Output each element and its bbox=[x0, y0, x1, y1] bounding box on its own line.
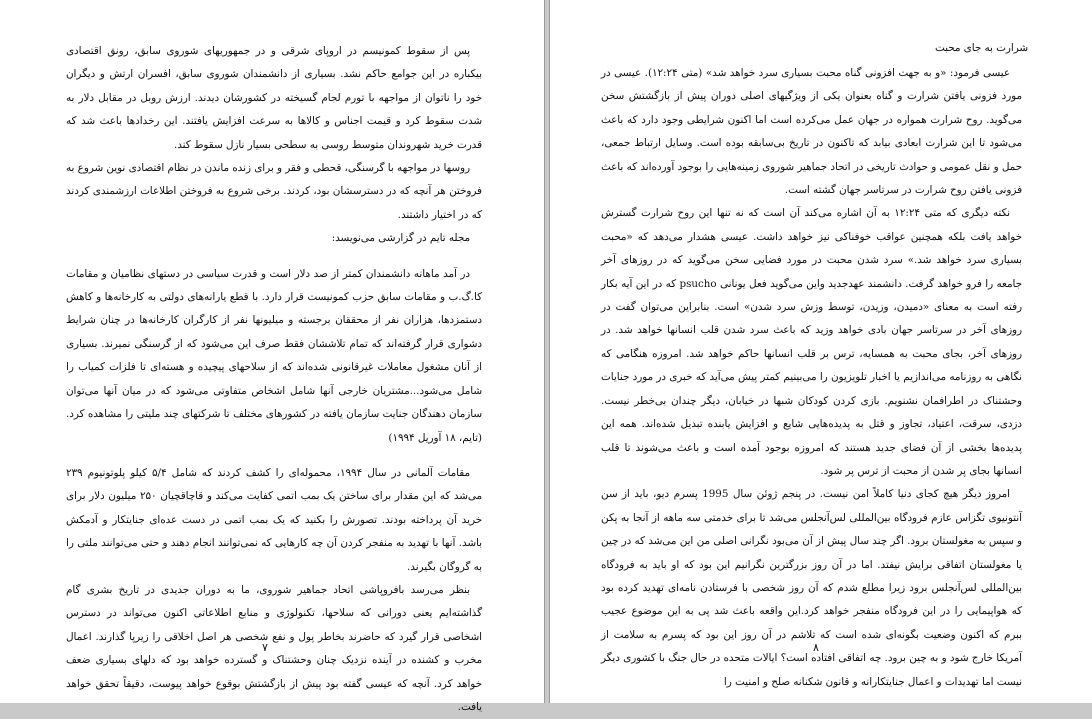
paragraph: مقامات آلمانی در سال ۱۹۹۴، محموله‌ای را کشف کردند که شامل ۵/۴ کیلو پلوتونیوم ۲۳۹ می‌شد که این مقدار برای ساختن یک بمب اتمی کفایت می‌کند و قاچاقچیان ۲۵۰ میلیون دلار برای خرید آن پرداخته بودند. تصورش را بکنید که یک بمب اتمی در دست عده‌ای جنایتکار و آدمکش باشد. آنها با تهدید به منفجر کردن آن چه کارهایی که نمی‌توانند انجام دهند و حتی می‌توانند ملتی را به گروگان بگیرند. bbox=[66, 466, 482, 573]
block-quote: در آمد ماهانه دانشمندان کمتر از صد دلار است و قدرت سیاسی در دستهای نظامیان و مقامات کا.گ.ب و مقامات سابق حزب کمونیست قرار دارد. با قطع یارانه‌های دولتی به کارخانه‌ها و کاهش دستمزدها، هزاران نفر از محققان برجسته و میلیونها نفر از کارگران کارخانه‌ها در چنان شرایط دشواری قرار گرفته‌اند که تمام تلاششان فقط صرف این می‌شود که از گرسنگی نمیرند. بسیاری از آنان مشغول معاملات غیرقانونی شده‌اند که از سلاحهای پیچیده و هسته‌ای تا فلزات کمیاب را شامل می‌شود...مشتریان خارجی آنها شامل اشخاص متفاوتی می‌شود که در میان آنها می‌توان سازمان دهندگان جنایت سازمان یافته در کشورهای مختلف تا شرکتهای چند ملیتی را مشاهده کرد. (تایم، ۱۸ آوریل ۱۹۹۴) bbox=[66, 267, 482, 444]
left-page-body bbox=[66, 40, 482, 719]
paragraph: پس از سقوط کمونیسم در اروپای شرقی و در جمهوریهای شوروی سابق، رونق اقتصادی بیکباره در این جوامع حاکم نشد. بسیاری از دانشمندان شوروی سابق، افسران ارتش و دیگران خود را ناتوان از مواجهه با تورم لجام گسیخته در کشورشان دیدند. ارزش روبل در مقابل دلار به شدت سقوط کرد و قیمت اجناس و کالاها به سرعت افزایش یافتند. این رخدادها باعث شد که قدرت خرید شهروندان متوسط روسی به سطحی بسیار نازل سقوط کند. bbox=[66, 45, 482, 151]
running-head: شرارت به جای محبت bbox=[935, 42, 1028, 54]
paragraph: امروز دیگر هیچ کجای دنیا کاملاً امن نیست. در پنجم ژوئن سال 1995 پسرم دیو، باید از سن آنتونیوی تگزاس عازم فرودگاه بین‌المللی لس‌آنجلس می‌شد تا برای خدمتی سه ماهه از آنجا به پکن و سپس به مغولستان برود. اگر چند سال پیش از آن می‌بود نگرانی اصلی من این می‌شد که در چین یا مغولستان اتفاقی برایش نیفتد. اما در آن روز بزرگترین نگرانیم این بود که او باید به فرودگاه بین‌المللی لس‌آنجلس برود زیرا مطلع شدم که آن روز شخصی با فرستادن نامه‌ای تهدید کرده بود که هواپیمایی را در این فرودگاه منفجر خواهد کرد.این واقعه باعث شد پی به این موضوع عجیب ببرم که اکنون وضعیت بگونه‌ای شده است که تلاشم در آن روز این بود که پسرم به سلامت از آمریکا خارج شود و به چین برود. چه اتفاقی افتاده است؟ ایالات متحده در حال جنگ با کشوری دیگر نیست اما تهدیدات و اعمال جنایتکارانه و قانون شکنانه صلح و امنیت را bbox=[601, 488, 1022, 688]
paragraph-gap bbox=[66, 450, 482, 462]
paragraph: بنظر می‌رسد بافروپاشی اتحاد جماهیر شوروی، ما به دوران جدیدی در تاریخ بشری گام گذاشته‌ایم یعنی دورانی که سلاحها، تکنولوژی و منابع اطلاعاتی اکنون می‌تواند در دسترس اشخاصی قرار گیرد که حاضرند بخاطر پول و نفع شخصی هر اصل اخلاقی را زیرپا گذارند. اعمال مخرب و کشنده در آینده نزدیک چنان وحشتناک و گسترده خواهد بود که دلهای بسیاری ضعف خواهد کرد. آنچه که عیسی گفته بود پیش از بازگشتش بوقوع خواهد پیوست، دقیقاً تحقق خواهد یافت. bbox=[66, 583, 482, 713]
paragraph: نکته دیگری که متی ۱۲:۲۴ به آن اشاره می‌کند آن است که نه تنها این روح شرارت گسترش خواهد یافت بلکه همچنین عواقب خوفناکی نیز خواهد داشت. عیسی هشدار می‌دهد که «محبت بسیاری سرد خواهد شد.» سرد شدن محبت در مورد فضایی سخن می‌گوید که در روزهای آخر جامعه را فرو خواهد گرفت. دانشمند عهدجدید واین می‌گوید فعل یونانی psucho که در این آیه بکار رفته است به معنای «دمیدن، وزیدن، توسط وزش سرد شدن» است. بنابراین می‌توان گفت در روزهای آخر در سرتاسر جهان بادی خواهد وزید که باعث سرد شدن قلب انسانها خواهد شد. در روزهای آخر، بجای محبت به همسایه، ترس بر قلب انسانها حاکم خواهد شد. امروزه هنگامی که نگاهی به روزنامه می‌اندازیم یا اخبار تلویزیون را می‌بینیم کمتر پیش می‌آید که خبری در مورد جنایات وحشتناک در اطرافمان نشنویم. بازی کردن کودکان شبها در خیابان، دیگر چندان بی‌خطر نیست. دزدی، سرقت، اعتیاد، تجاوز و قتل به پدیده‌هایی شایع و افزایش یابنده تبدیل شده‌اند. همه این پدیده‌ها بخشی از آن فضای جدید هستند که امروزه بوجود آمده است و باعث می‌شوند تا قلب انسانها بجای پر شدن از محبت از ترس پر شود. bbox=[601, 207, 1022, 477]
paragraph: عیسی فرمود: «و به جهت افزونی گناه محبت بسیاری سرد خواهد شد» (متی ۱۲:۲۴). عیسی در مورد فزونی یافتن شرارت و گناه بعنوان یکی از ویژگیهای اصلی دوران پیش از بازگشتش سخن می‌گوید. روح شرارت همواره در جهان عمل می‌کرده است اما اکنون شرایطی وجود دارد که باعث می‌شود تا این شرارت ابعادی بیابد که تاکنون در تاریخ بی‌سابقه بوده است. وسایل ارتباط جمعی، حمل و نقل عمومی و حوادث تاریخی در اتحاد جماهیر شوروی زمینه‌هایی را بوجود آورده‌اند که باعث فزونی یافتن روح شرارت در سرتاسر جهان گشته است. bbox=[601, 67, 1022, 197]
paragraph: مجله تایم در گزارشی می‌نویسد: bbox=[331, 232, 470, 245]
page-number: ۸ bbox=[813, 641, 819, 654]
right-page-body bbox=[601, 62, 1022, 694]
left-page bbox=[0, 0, 545, 713]
paragraph: روسها در مواجهه با گرسنگی، قحطی و فقر و برای زنده ماندن در نظام اقتصادی نوین شروع به فروختن هر آنچه که در دسترسشان بود، کردند. برخی شروع به فروختن اطلاعات ارزشمندی کردند که در اختیار داشتند. bbox=[66, 162, 482, 221]
paragraph-gap bbox=[66, 251, 482, 263]
right-page bbox=[549, 0, 1092, 703]
page-number: ۷ bbox=[262, 641, 268, 654]
